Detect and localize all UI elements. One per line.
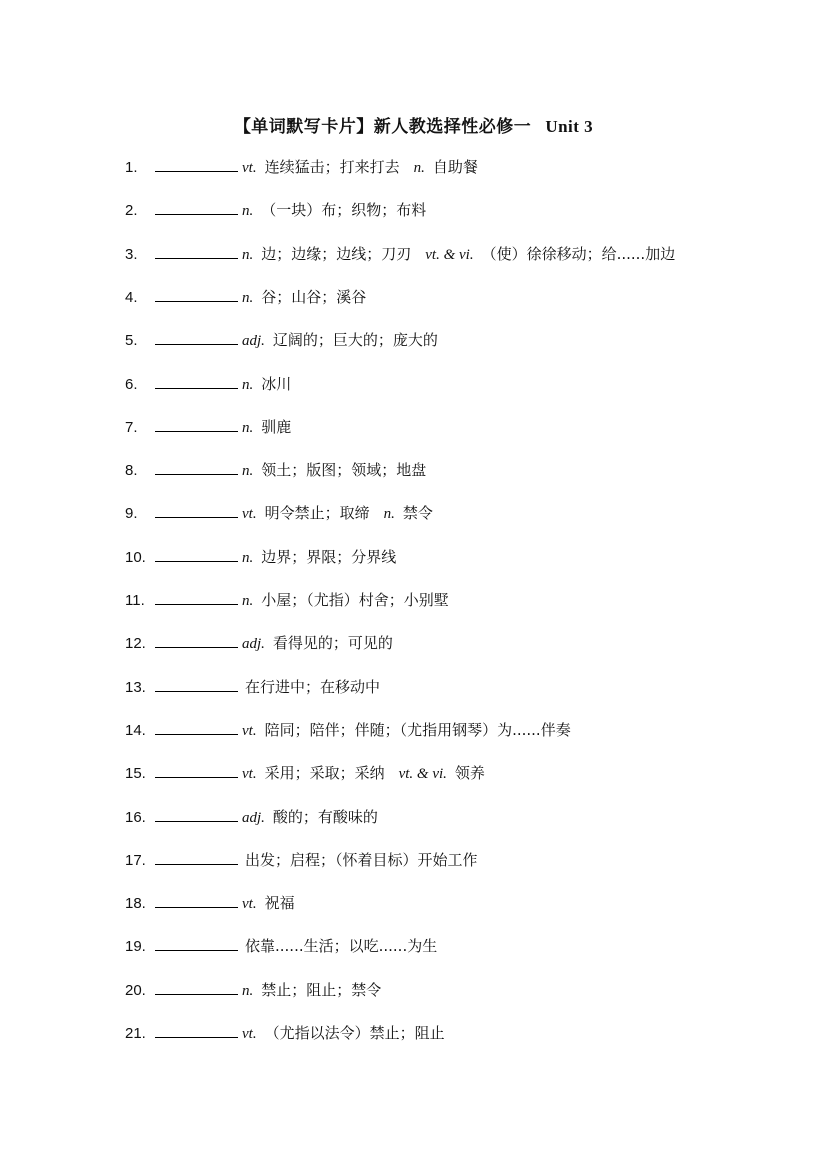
entry-number: 20. (125, 982, 146, 999)
vocab-entry (125, 934, 437, 958)
answer-blank[interactable] (155, 720, 238, 735)
answer-blank[interactable] (155, 200, 238, 215)
part-of-speech: n. (242, 247, 254, 263)
part-of-speech-secondary: n. (383, 506, 395, 522)
definition-secondary: 自助餐 (432, 158, 478, 176)
definition: 明令禁止；取缔 (264, 504, 370, 522)
part-of-speech-secondary: vt. & vi. (425, 247, 474, 263)
definition: 看得见的；可见的 (272, 634, 393, 652)
definition: 辽阔的；巨大的；庞大的 (272, 331, 438, 349)
answer-blank[interactable] (155, 547, 238, 562)
vocab-entry (125, 415, 291, 439)
definition: 边界；界限；分界线 (261, 548, 397, 566)
entry-number: 11. (125, 592, 145, 609)
answer-blank[interactable] (155, 677, 238, 692)
vocab-entry (125, 805, 378, 829)
entry-number: 2. (125, 202, 138, 219)
definition: 连续猛击；打来打去 (264, 158, 400, 176)
vocab-entry (125, 1021, 445, 1045)
definition-secondary: （使）徐徐移动；给......加边 (481, 245, 676, 263)
part-of-speech: n. (242, 290, 254, 306)
definition: 酸的；有酸味的 (272, 808, 378, 826)
page-title (0, 112, 827, 137)
entry-number: 13. (125, 679, 146, 696)
part-of-speech: adj. (242, 636, 265, 652)
definition: 祝福 (264, 894, 295, 912)
vocab-entry (125, 372, 291, 396)
part-of-speech: n. (242, 420, 254, 436)
answer-blank[interactable] (155, 763, 238, 778)
entry-number: 18. (125, 895, 146, 912)
part-of-speech: adj. (242, 333, 265, 349)
vocab-entry (125, 545, 396, 569)
definition: 谷；山谷；溪谷 (261, 288, 367, 306)
entry-number: 5. (125, 332, 138, 349)
entry-number: 14. (125, 722, 146, 739)
unit-label: Unit 3 (545, 117, 594, 136)
definition: 依靠......生活；以吃......为生 (245, 937, 438, 955)
vocab-entry (125, 631, 393, 655)
vocab-entry (125, 588, 449, 612)
definition: 出发；启程；（怀着目标）开始工作 (245, 851, 478, 869)
answer-blank[interactable] (155, 893, 238, 908)
part-of-speech: n. (242, 550, 254, 566)
part-of-speech: n. (242, 463, 254, 479)
vocab-entry (125, 242, 675, 266)
part-of-speech: vt. (242, 160, 257, 176)
vocab-entry (125, 848, 478, 872)
definition: 领土；版图；领域；地盘 (261, 461, 427, 479)
answer-blank[interactable] (155, 1023, 238, 1038)
part-of-speech: adj. (242, 810, 265, 826)
part-of-speech: vt. (242, 1026, 257, 1042)
entry-number: 9. (125, 505, 138, 522)
entry-number: 17. (125, 852, 146, 869)
definition: （尤指以法令）禁止；阻止 (264, 1024, 445, 1042)
vocab-entry (125, 285, 366, 309)
entry-number: 21. (125, 1025, 146, 1042)
title-text: 【单词默写卡片】新人教选择性必修一 (233, 117, 532, 137)
answer-blank[interactable] (155, 374, 238, 389)
answer-blank[interactable] (155, 807, 238, 822)
vocab-entry (125, 761, 485, 785)
definition: 采用；采取；采纳 (264, 764, 385, 782)
answer-blank[interactable] (155, 287, 238, 302)
entry-number: 6. (125, 376, 138, 393)
vocab-entry (125, 458, 426, 482)
answer-blank[interactable] (155, 330, 238, 345)
answer-blank[interactable] (155, 590, 238, 605)
definition: 驯鹿 (261, 418, 292, 436)
definition: 小屋；（尤指）村舍；小别墅 (261, 591, 449, 609)
vocab-entry (125, 891, 295, 915)
definition: （一块）布；织物；布料 (261, 201, 427, 219)
definition-secondary: 领养 (454, 764, 485, 782)
part-of-speech: vt. (242, 723, 257, 739)
part-of-speech: n. (242, 377, 254, 393)
part-of-speech-secondary: vt. & vi. (398, 766, 447, 782)
vocab-entry (125, 328, 438, 352)
vocab-entry (125, 718, 571, 742)
definition: 陪同；陪伴；伴随；（尤指用钢琴）为......伴奏 (264, 721, 571, 739)
vocab-entry (125, 198, 426, 222)
definition: 冰川 (261, 375, 292, 393)
definition: 边；边缘；边线；刀刃 (261, 245, 412, 263)
entry-number: 4. (125, 289, 138, 306)
definition-secondary: 禁令 (402, 504, 433, 522)
answer-blank[interactable] (155, 633, 238, 648)
entry-number: 3. (125, 246, 138, 263)
part-of-speech: n. (242, 203, 254, 219)
vocab-entry (125, 978, 381, 1002)
answer-blank[interactable] (155, 244, 238, 259)
entry-number: 8. (125, 462, 138, 479)
definition: 在行进中；在移动中 (245, 678, 381, 696)
answer-blank[interactable] (155, 417, 238, 432)
answer-blank[interactable] (155, 503, 238, 518)
answer-blank[interactable] (155, 980, 238, 995)
answer-blank[interactable] (155, 850, 238, 865)
entry-number: 15. (125, 765, 146, 782)
answer-blank[interactable] (155, 460, 238, 475)
entry-number: 7. (125, 419, 138, 436)
entry-number: 1. (125, 159, 138, 176)
entry-number: 16. (125, 809, 146, 826)
part-of-speech: vt. (242, 896, 257, 912)
part-of-speech-secondary: n. (413, 160, 425, 176)
vocab-entry (125, 155, 478, 179)
vocab-entry (125, 675, 380, 699)
part-of-speech: vt. (242, 506, 257, 522)
entry-number: 19. (125, 938, 146, 955)
entry-number: 12. (125, 635, 146, 652)
part-of-speech: n. (242, 593, 254, 609)
entry-number: 10. (125, 549, 146, 566)
part-of-speech: vt. (242, 766, 257, 782)
definition: 禁止；阻止；禁令 (261, 981, 382, 999)
answer-blank[interactable] (155, 157, 238, 172)
vocab-entry (125, 501, 433, 525)
part-of-speech: n. (242, 983, 254, 999)
answer-blank[interactable] (155, 936, 238, 951)
